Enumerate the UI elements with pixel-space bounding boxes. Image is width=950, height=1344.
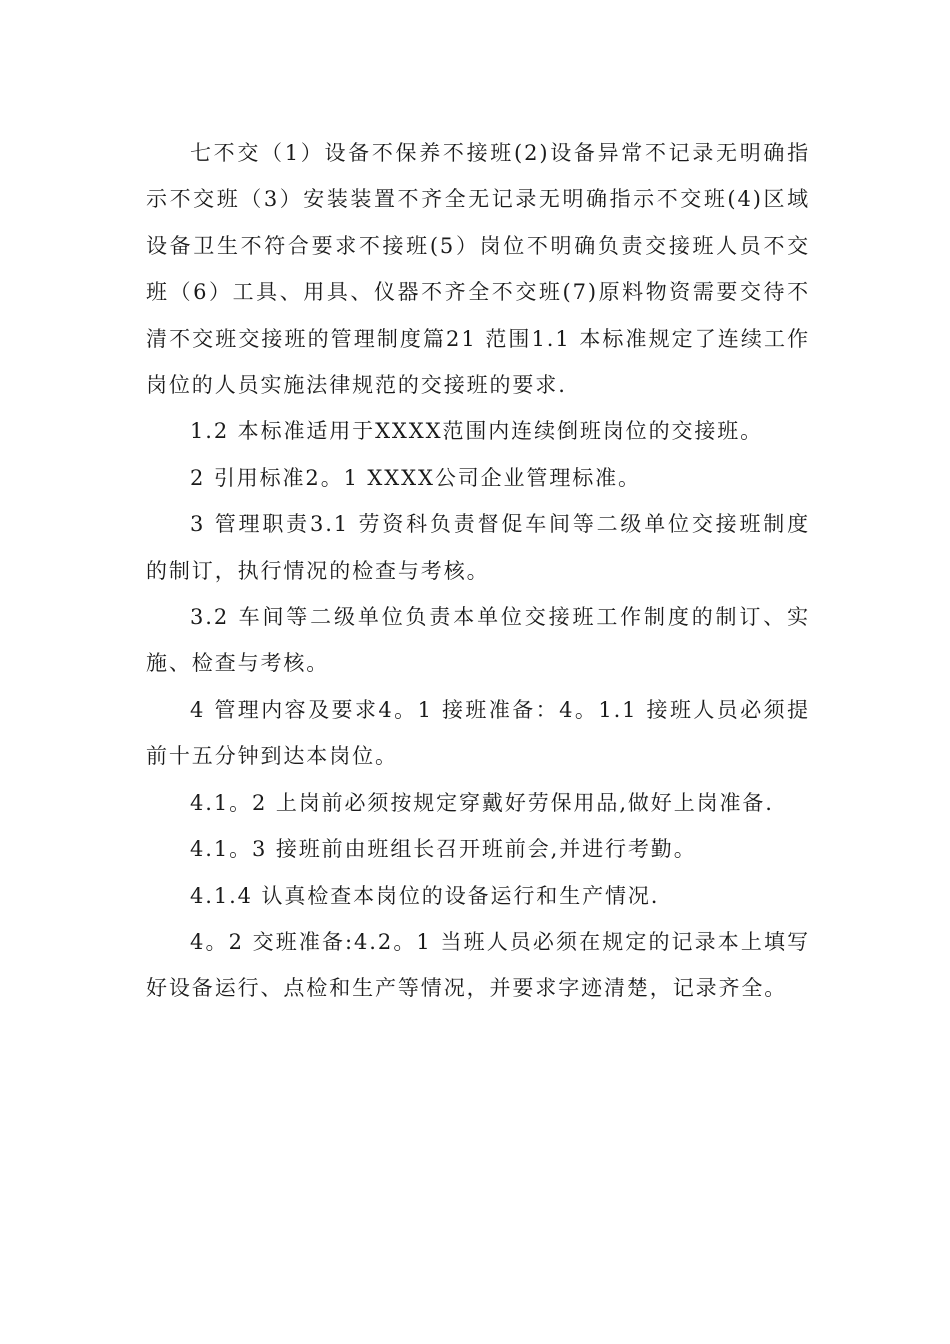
- paragraph-6: 4 管理内容及要求4。1 接班准备：4。1.1 接班人员必须提前十五分钟到达本岗位。: [146, 697, 810, 769]
- document-body: [146, 130, 810, 1012]
- paragraph-5: 3.2 车间等二级单位负责本单位交接班工作制度的制订、实施、检查与考核。: [146, 605, 810, 676]
- paragraph-9: 4.1.4 认真检查本岗位的设备运行和生产情况.: [190, 883, 660, 908]
- paragraph-3: 2 引用标准2。1 XXXX公司企业管理标准。: [190, 465, 641, 490]
- paragraph-7: 4.1。2 上岗前必须按规定穿戴好劳保用品,做好上岗准备.: [190, 790, 774, 815]
- paragraph-10: 4。2 交班准备:4.2。1 当班人员必须在规定的记录本上填写好设备运行、点检和生产等情况，并要求字迹清楚，记录齐全。: [146, 929, 810, 1001]
- paragraph-4: 3 管理职责3.1 劳资科负责督促车间等二级单位交接班制度的制订，执行情况的检查与考核。: [146, 512, 810, 583]
- paragraph-1: 七不交（1）设备不保养不接班(2)设备异常不记录无明确指示不交班（3）安装装置不齐全无记录无明确指示不交班(4)区域设备卫生不符合要求不接班(5）岗位不明确负责交接班人员不交班（6）工具、用具、仪器不齐全不交班(7)原料物资需要交待不清不交班交接班的管理制度篇21 范围1.1 本标准规定了连续工作岗位的人员实施法律规范的交接班的要求.: [146, 141, 810, 398]
- paragraph-8: 4.1。3 接班前由班组长召开班前会,并进行考勤。: [190, 837, 697, 862]
- paragraph-2: 1.2 本标准适用于XXXX范围内连续倒班岗位的交接班。: [190, 419, 764, 444]
